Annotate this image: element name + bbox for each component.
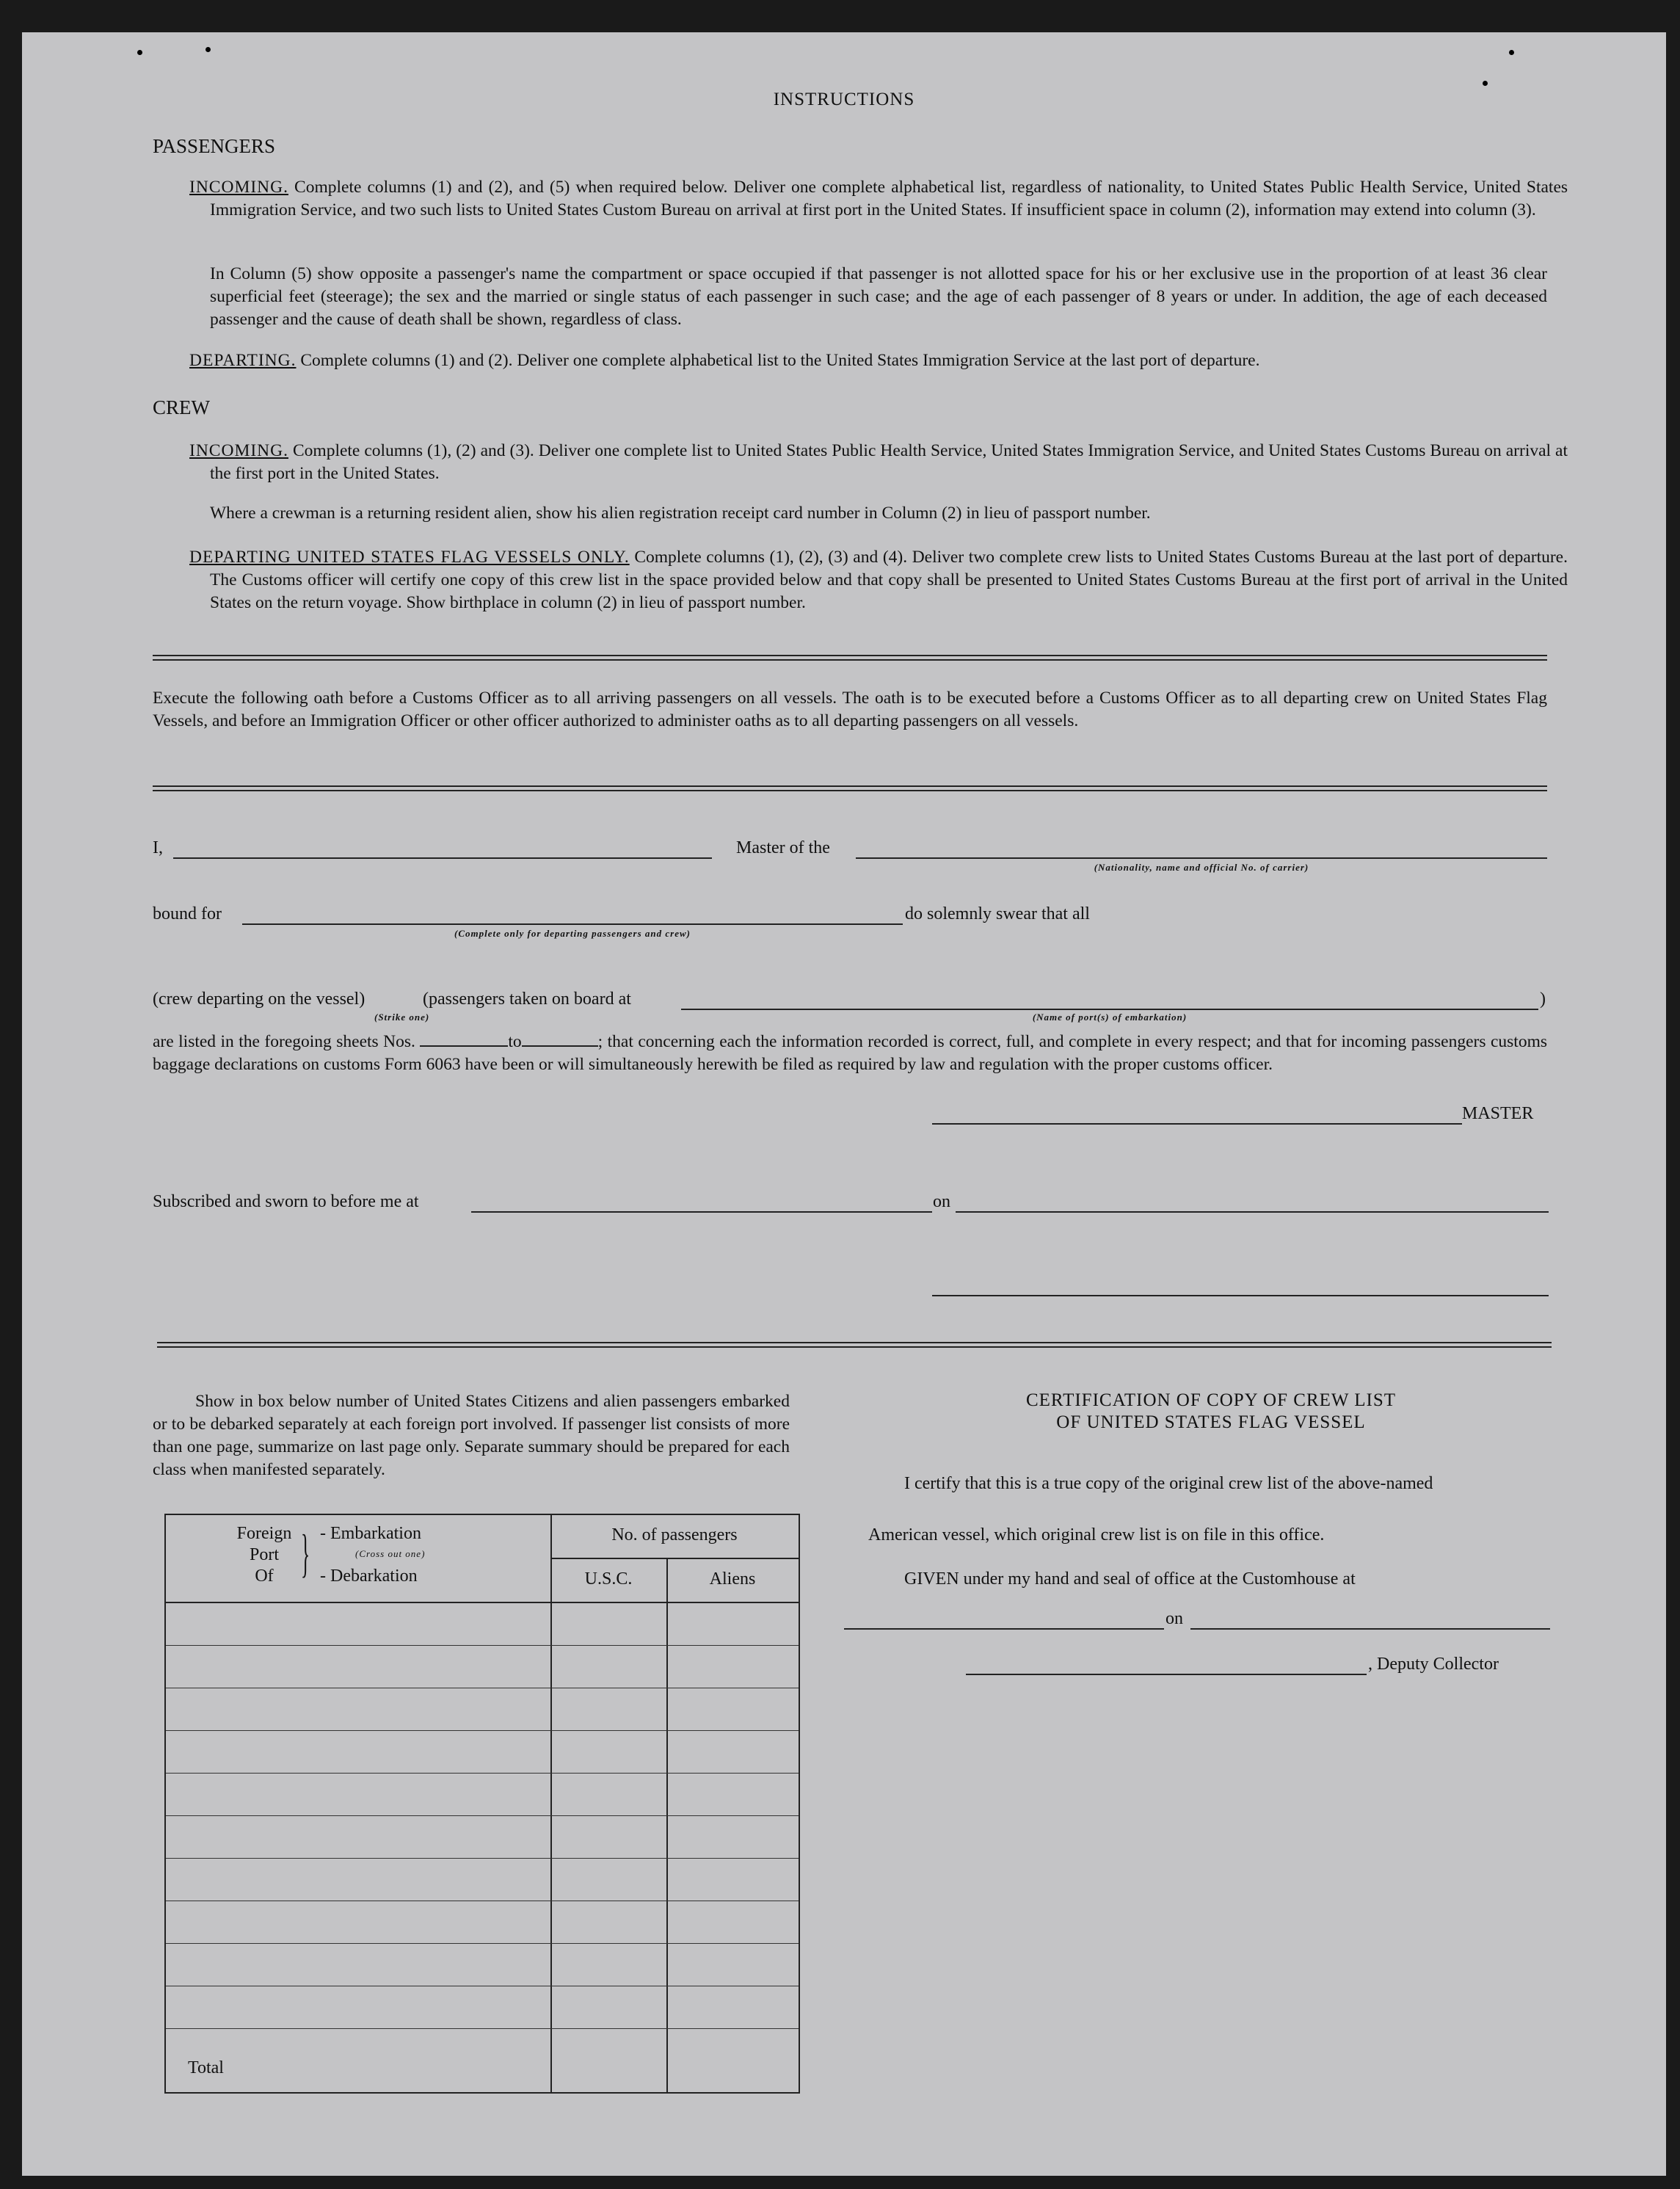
sworn-on-label: on (933, 1192, 950, 1211)
certification-line2: American vessel, which original crew list is on file in this office. (868, 1525, 1325, 1544)
form-page (22, 32, 1666, 2176)
table-row (166, 2028, 799, 2029)
bound-for-caption: (Complete only for departing passengers and crew) (454, 928, 691, 939)
foreign-label: Foreign (236, 1524, 292, 1543)
crew-incoming-paragraph (189, 440, 1568, 485)
certification-line1: I certify that this is a true copy of the original crew list of the above-named (904, 1474, 1433, 1493)
embarkation-port-field[interactable] (681, 1009, 1538, 1010)
table-row (166, 1943, 799, 1944)
table-row (166, 1858, 799, 1859)
cross-out-caption: (Cross out one) (355, 1548, 426, 1559)
certification-line3: GIVEN under my hand and seal of office at the Customhouse at (904, 1569, 1356, 1589)
usc-header: U.S.C. (584, 1569, 633, 1589)
section-divider (157, 1342, 1552, 1348)
section-divider (153, 655, 1547, 661)
passengers-column5-paragraph: In Column (5) show opposite a passenger's name the compartment or space occupied if that passenger is not allotted space for his or her exclusive use in the proportion of at least 36 clear superficial feet (steerage); the sex and the married or single status of each passenger in such case; and the age of each passenger of 8 years or under. In addition, the age of each deceased passenger and the cause of death shall be shown, regardless of class. (210, 264, 1547, 329)
listed-suffix: ; that concerning each the information recorded is correct, full, and complete in every respect; and that for incoming passengers customs baggage declarations on customs Form 6063 have been or will simultaneously herewith be filed as required by law and regulation with the proper customs officer. (153, 1032, 1548, 1074)
ink-speck (206, 47, 211, 52)
port-caption: (Name of port(s) of embarkation) (1032, 1012, 1188, 1023)
strike-one-caption: (Strike one) (374, 1012, 430, 1023)
of-label: Of (255, 1567, 274, 1586)
summary-intro: Show in box below number of United States Citizens and alien passengers embarked or to be debarked separately at each foreign port involved. If passenger list consists of more than one page, summarize on last page only. Separate summary should be prepared for each class when manifested separately. (153, 1392, 790, 1479)
ink-speck (1509, 50, 1514, 55)
officer-signature-field[interactable] (932, 1295, 1549, 1296)
crew-departing-option: (crew departing on the vessel) (153, 990, 366, 1009)
table-row (166, 1602, 799, 1603)
passengers-incoming-paragraph (189, 176, 1568, 222)
oath-i-label: I, (153, 838, 163, 857)
carrier-caption: (Nationality, name and official No. of carrier) (1094, 862, 1309, 873)
table-row (166, 1815, 799, 1816)
passengers-heading: PASSENGERS (153, 135, 276, 157)
crew-departing-paragraph (189, 546, 1568, 614)
listed-to: to (508, 1032, 522, 1051)
crew-departing-text: Complete columns (1), (2), (3) and (4). Deliver two complete crew lists to United States Customs Bureau at the last port of departure. The Customs officer will certify one copy of this crew list in the space provided below and that copy shall be presented to United States Customs Bureau at the first port of arrival in the United States on the return voyage. Show birthplace in column (2) in lieu of passport number. (210, 548, 1568, 612)
crew-incoming-text: Complete columns (1), (2) and (3). Deliver one complete list to United States Public Health Service, United States Immigration Service, and United States Customs Bureau on arrival at the first port in the United States. (210, 441, 1568, 483)
sheet-from-field[interactable] (420, 1031, 508, 1047)
customhouse-field[interactable] (844, 1628, 1164, 1630)
ink-speck (1483, 81, 1488, 86)
passenger-summary-table (164, 1514, 800, 2094)
master-name-field[interactable] (173, 857, 712, 859)
port-label: Port (249, 1545, 279, 1564)
bound-for-label: bound for (153, 904, 222, 923)
passengers-taken-option: (passengers taken on board at (423, 990, 631, 1009)
crew-heading: CREW (153, 396, 210, 418)
table-row (166, 1645, 799, 1646)
certification-date-field[interactable] (1190, 1628, 1550, 1630)
crew-incoming-label: INCOMING. (189, 441, 288, 460)
passengers-departing-paragraph (189, 349, 1547, 372)
brace-icon: } (301, 1524, 310, 1583)
oath-intro: Execute the following oath before a Customs Officer as to all arriving passengers on all vessels. The oath is to be executed before a Customs Officer as to all departing crew on United States Flag Vessels, and before an Immigration Officer or other officer authorized to administer oaths as to all departing passengers on all vessels. (153, 689, 1547, 730)
section-divider (153, 785, 1547, 791)
passengers-departing-text: Complete columns (1) and (2). Deliver one complete alphabetical list to the United States Immigration Service at the last port of departure. (300, 351, 1260, 370)
swear-text: do solemnly swear that all (905, 904, 1090, 923)
instructions-title: INSTRUCTIONS (773, 90, 915, 109)
deputy-collector-label: , Deputy Collector (1368, 1655, 1499, 1674)
table-divider (550, 1558, 799, 1559)
master-signature-field[interactable] (932, 1123, 1462, 1125)
crew-resident-paragraph: Where a crewman is a returning resident alien, show his alien registration receipt card number in Column (2) in lieu of passport number. (210, 504, 1151, 523)
passengers-departing-label: DEPARTING. (189, 351, 297, 370)
deputy-signature-field[interactable] (966, 1674, 1367, 1675)
ink-speck (137, 50, 142, 55)
bound-for-field[interactable] (242, 923, 903, 925)
sheet-to-field[interactable] (522, 1031, 598, 1047)
listed-prefix: are listed in the foregoing sheets Nos. (153, 1032, 415, 1051)
master-label: MASTER (1462, 1104, 1534, 1123)
debarkation-label: - Debarkation (320, 1567, 418, 1586)
subscribed-label: Subscribed and sworn to before me at (153, 1192, 419, 1211)
table-row (166, 1730, 799, 1731)
embarkation-label: - Embarkation (320, 1524, 421, 1543)
listed-paragraph (153, 1031, 1547, 1076)
carrier-field[interactable] (856, 857, 1547, 859)
passengers-incoming-text: Complete columns (1) and (2), and (5) when required below. Deliver one complete alphabetical list, regardless of nationality, to United States Public Health Service, United States Immigration Service, and two such lists to United States Custom Bureau on arrival at first port in the United States. If insufficient space in column (2), information may extend into column (3). (210, 178, 1568, 219)
close-paren: ) (1540, 990, 1546, 1009)
sworn-date-field[interactable] (956, 1211, 1549, 1213)
certification-on-label: on (1166, 1609, 1183, 1628)
master-of-the-label: Master of the (736, 838, 830, 857)
table-divider (666, 1558, 668, 2092)
sworn-place-field[interactable] (471, 1211, 932, 1213)
certification-title-line2: OF UNITED STATES FLAG VESSEL (1056, 1412, 1366, 1432)
table-row (166, 1773, 799, 1774)
total-label: Total (188, 2058, 224, 2077)
aliens-header: Aliens (709, 1569, 756, 1589)
no-passengers-header: No. of passengers (611, 1525, 738, 1544)
certification-title-line1: CERTIFICATION OF COPY OF CREW LIST (1025, 1390, 1397, 1410)
passengers-incoming-label: INCOMING. (189, 178, 288, 197)
crew-departing-label: DEPARTING UNITED STATES FLAG VESSELS ONLY. (189, 548, 630, 567)
